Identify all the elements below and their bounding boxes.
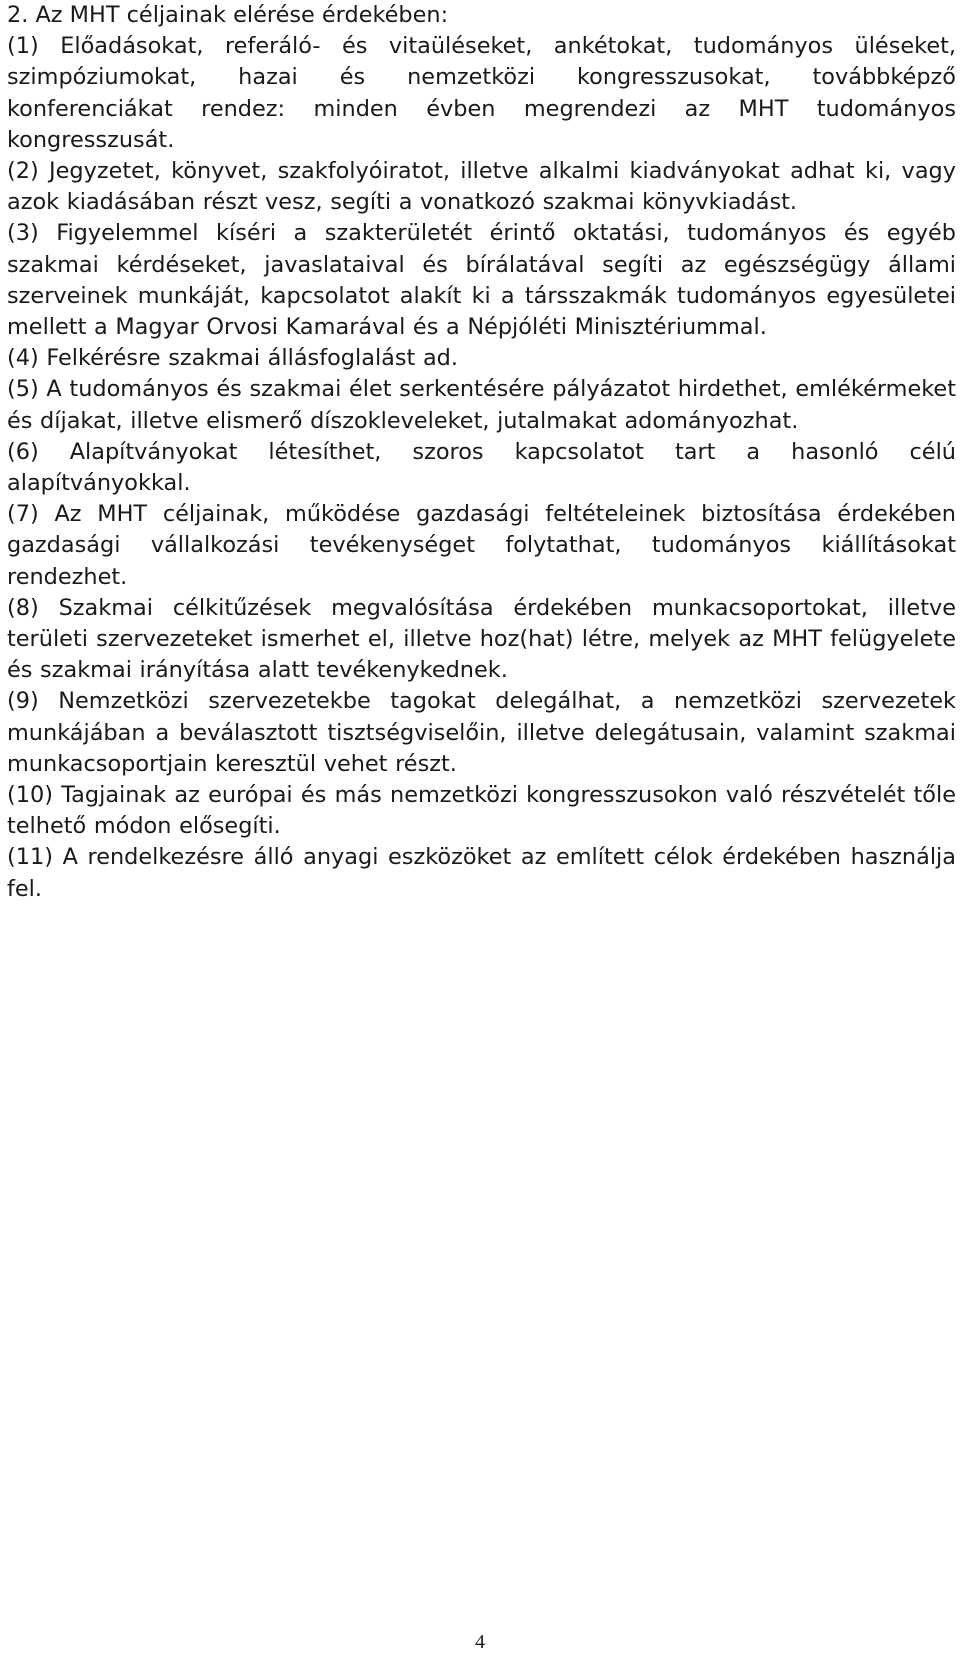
list-item-8: (8) Szakmai célkitűzések megvalósítása érdekében munkacsoportokat, illetve területi szervezeteket ismerhet el, illetve hoz(hat) létre, melyek az MHT felügyelete és szakmai irányítása alatt tevékenykednek. — [7, 594, 956, 684]
list-item-7: (7) Az MHT céljainak, működése gazdasági feltételeinek biztosítása érdekében gazdasági vállalkozási tevékenységet folytathat, tudományos kiállításokat rendezhet. — [7, 501, 956, 590]
document-body — [7, 0, 956, 905]
page-number: 4 — [475, 1631, 485, 1653]
list-item-10: (10) Tagjainak az európai és más nemzetközi kongresszusokon való részvételét tőle telhető módon elősegíti. — [7, 782, 956, 840]
list-item-11: (11) A rendelkezésre álló anyagi eszközöket az említett célok érdekében használja fel. — [7, 844, 956, 902]
list-item-6: (6) Alapítványokat létesíthet, szoros kapcsolatot tart a hasonló célú alapítványokkal. — [7, 438, 956, 497]
section-heading: 2. Az MHT céljainak elérése érdekében: — [7, 2, 449, 28]
list-item-3: (3) Figyelemmel kíséri a szakterületét érintő oktatási, tudományos és egyéb szakmai kérdéseket, javaslataival és bírálatával segíti az egészségügy állami szerveinek munkáját, kapcsolatot alakít ki a társszakmák tudományos egyesületei mellett a Magyar Orvosi Kamarával és a Népjóléti Minisztériummal. — [7, 220, 956, 341]
list-item-1: (1) Előadásokat, referáló- és vitaüléseket, ankétokat, tudományos üléseket, szimpóziumokat, hazai és nemzetközi kongresszusokat, továbbképző konferenciákat rendez: minden évben megrendezi az MHT tudományos kongresszusát. — [7, 33, 956, 153]
list-item-2: (2) Jegyzetet, könyvet, szakfolyóiratot, illetve alkalmi kiadványokat adhat ki, vagy azok kiadásában részt vesz, segíti a vonatkozó szakmai könyvkiadást. — [7, 158, 956, 216]
list-item-9: (9) Nemzetközi szervezetekbe tagokat delegálhat, a nemzetközi szervezetek munkájában a beválasztott tisztségviselőin, illetve delegátusain, valamint szakmai munkacsoportjain keresztül vehet részt. — [7, 688, 956, 777]
list-item-4: (4) Felkérésre szakmai állásfoglalást ad. — [7, 345, 459, 372]
list-item-5: (5) A tudományos és szakmai élet serkentésére pályázatot hirdethet, emlékérmeket és díjakat, illetve elismerő díszokleveleket, jutalmakat adományozhat. — [7, 376, 956, 434]
